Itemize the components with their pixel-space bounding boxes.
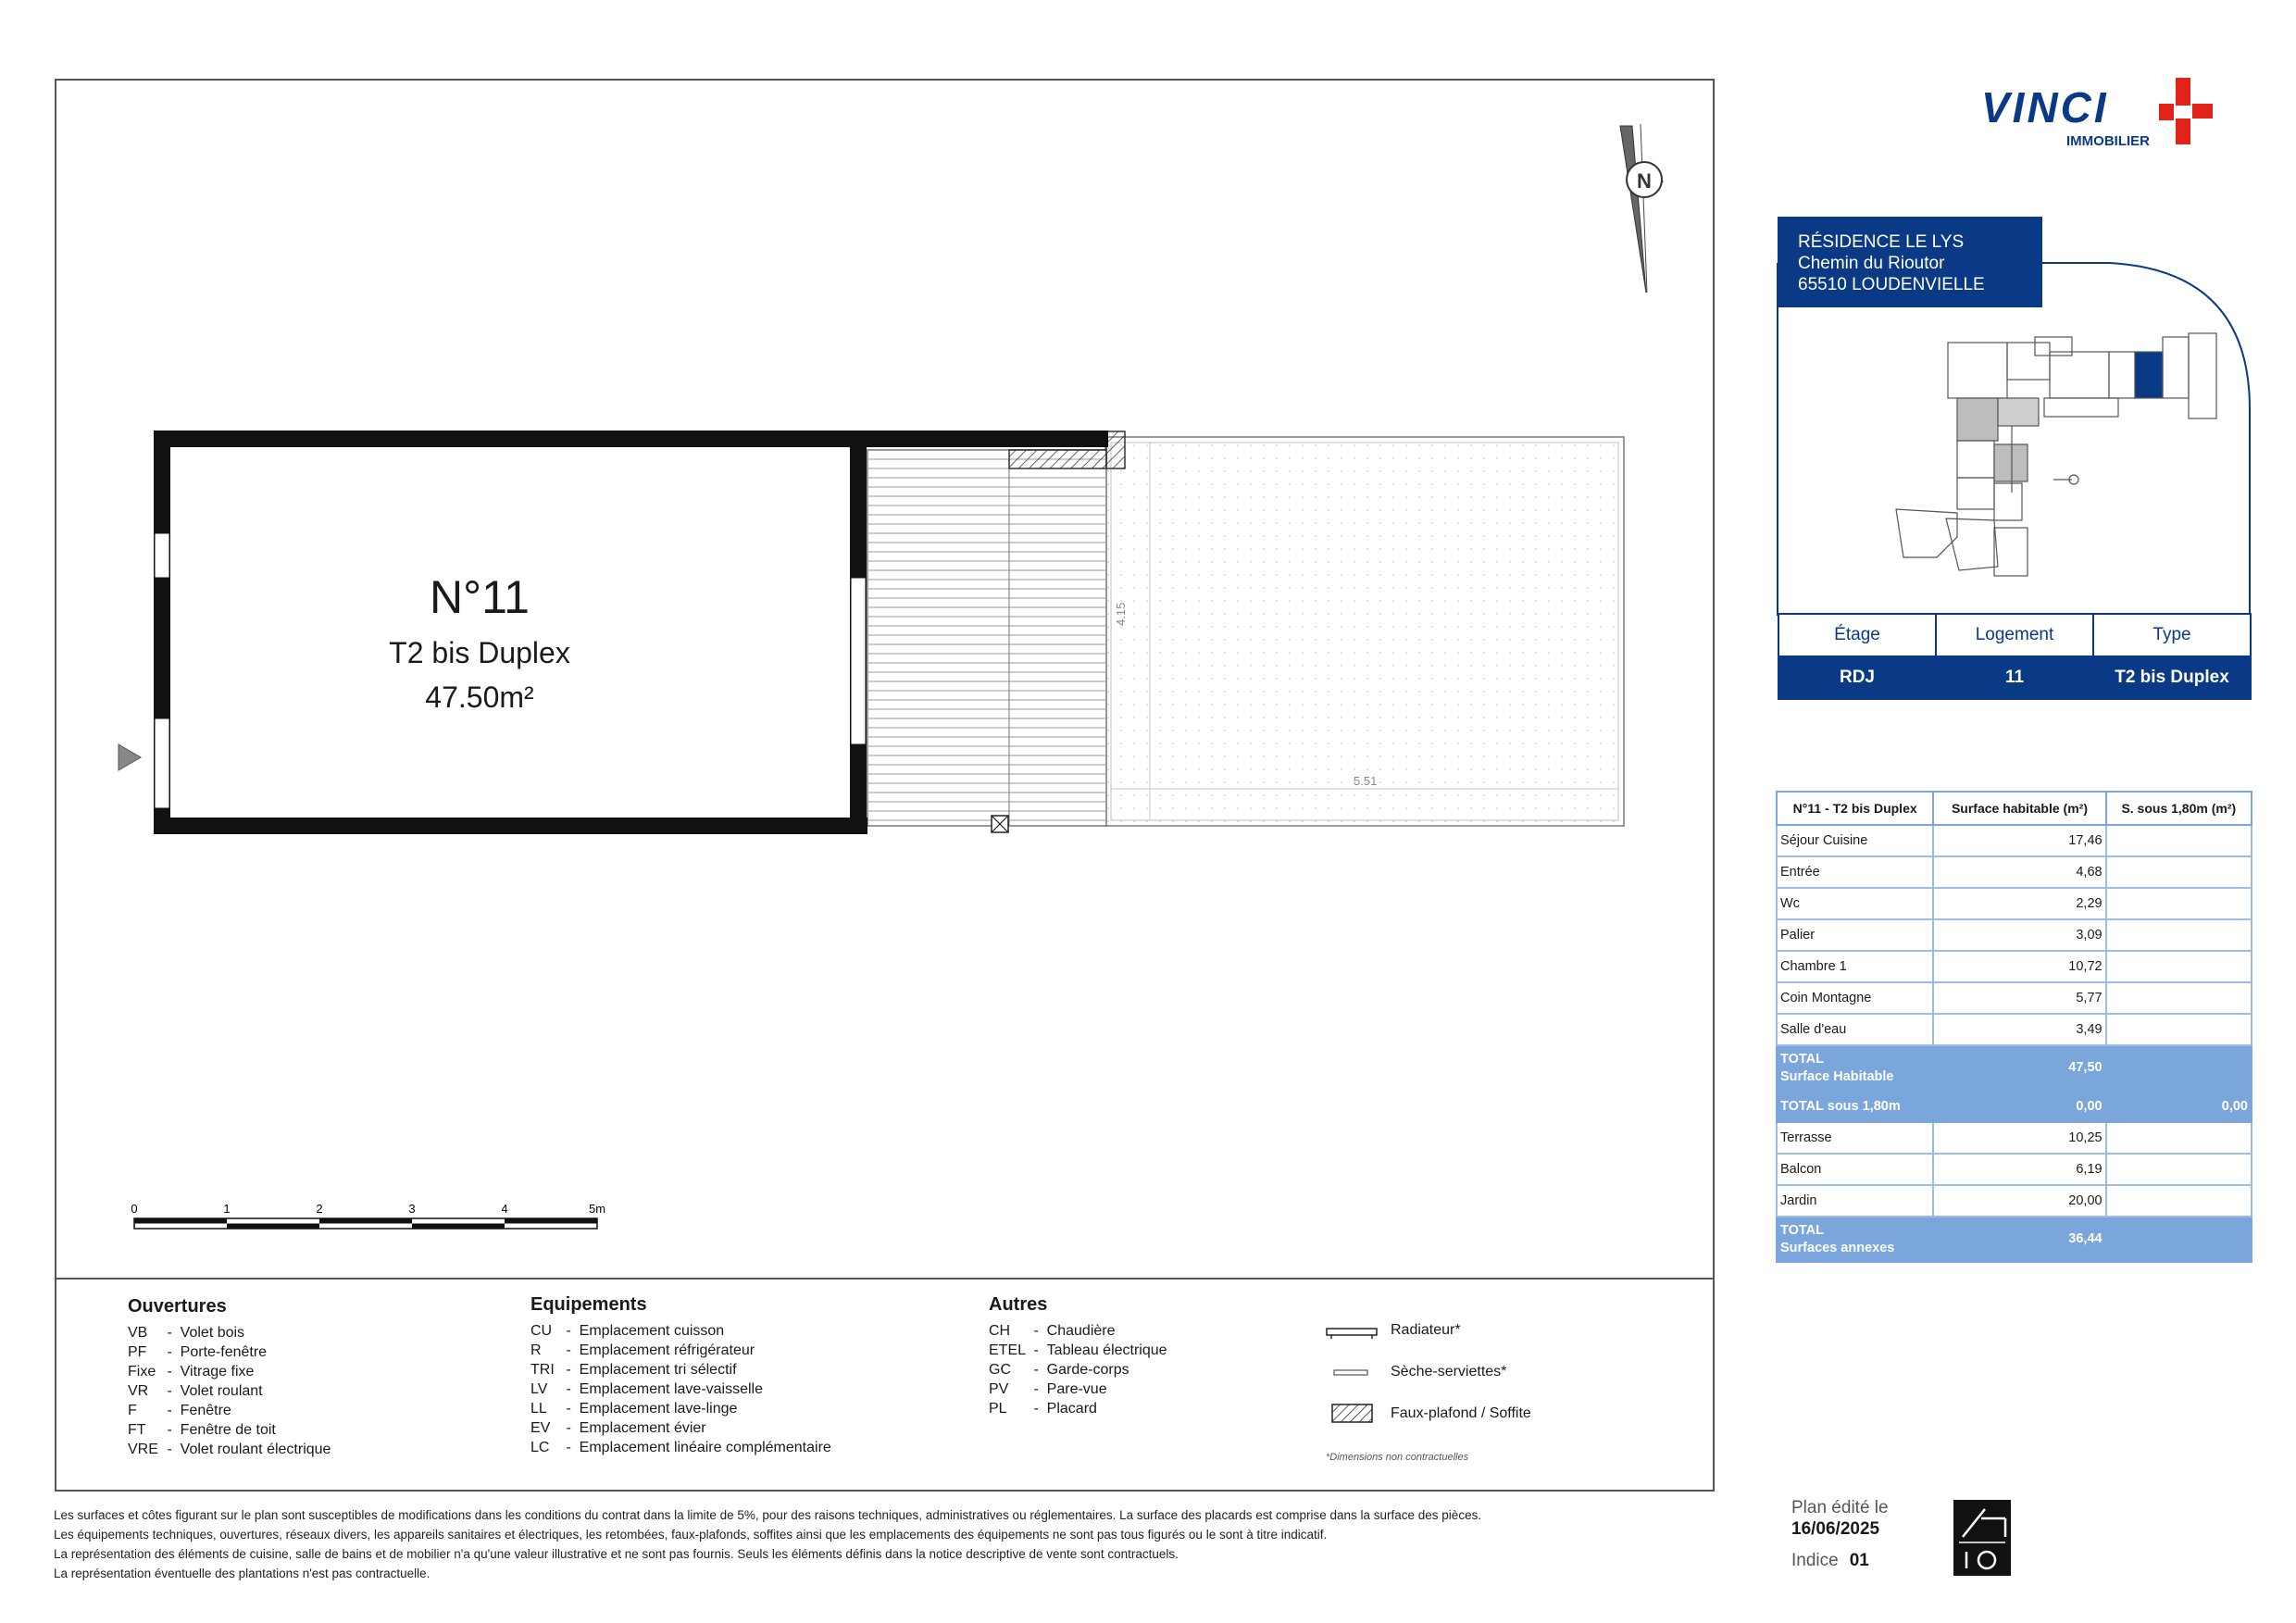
legend-title: Ouvertures bbox=[128, 1296, 227, 1317]
north-arrow-icon bbox=[1620, 124, 1664, 293]
dimensions-note: *Dimensions non contractuelles bbox=[1326, 1452, 1469, 1463]
legend-code: CH bbox=[989, 1323, 1011, 1339]
floor-plan bbox=[56, 80, 1713, 1274]
legend-code: F bbox=[128, 1403, 137, 1418]
legend-label: Placard bbox=[1046, 1401, 1097, 1417]
disclaimer-line: La représentation des éléments de cuisine, salle de bains et de mobilier n'a qu'une valeur illustrative et ne sont pas fournis. Seuls les éléments définis dans la notice descriptive de vente sont contractuels. bbox=[54, 1547, 1179, 1561]
table-row: Séjour Cuisine 17,46 bbox=[1777, 825, 2252, 856]
total-sous-row: TOTAL sous 1,80m 0,00 0,00 bbox=[1777, 1091, 2252, 1122]
legend-label: Volet roulant électrique bbox=[180, 1442, 331, 1457]
legend-label: Emplacement évier bbox=[579, 1420, 706, 1436]
plan-date-label: Plan édité le bbox=[1791, 1498, 1889, 1517]
site-plan-sketch bbox=[1896, 333, 2216, 576]
svg-text:4: 4 bbox=[501, 1202, 508, 1216]
disclaimer-line: La représentation éventuelle des plantations n'est pas contractuelle. bbox=[54, 1567, 430, 1580]
disclaimer bbox=[54, 1505, 1646, 1583]
residence-card bbox=[1778, 217, 2042, 307]
info-value-logement: 11 bbox=[1936, 656, 2093, 699]
entrance-arrow-icon bbox=[119, 744, 141, 770]
plan-date bbox=[1791, 1497, 1889, 1540]
residence-name: RÉSIDENCE LE LYS bbox=[1798, 232, 1965, 252]
svg-text:1: 1 bbox=[223, 1202, 231, 1216]
table-row: Balcon 6,19 bbox=[1777, 1154, 2252, 1185]
scale-bar bbox=[131, 1202, 605, 1229]
legend-code: PV bbox=[989, 1381, 1009, 1397]
legend-code: ETEL bbox=[989, 1342, 1027, 1358]
svg-text:2: 2 bbox=[316, 1202, 323, 1216]
table-row: Coin Montagne 5,77 bbox=[1777, 982, 2252, 1014]
false-ceiling-label: Faux-plafond / Soffite bbox=[1391, 1405, 1531, 1421]
legend-symbols bbox=[1326, 1322, 1659, 1463]
plan-indice bbox=[1791, 1551, 1869, 1571]
legend-divider bbox=[55, 1278, 1715, 1280]
towel-dryer-label: Sèche-serviettes* bbox=[1391, 1364, 1507, 1380]
svg-text:5m: 5m bbox=[588, 1202, 606, 1216]
architect-stamp-icon bbox=[1953, 1500, 2011, 1576]
legend-code: VB bbox=[128, 1325, 148, 1341]
info-header-logement: Logement bbox=[1936, 614, 2093, 656]
legend-label: Emplacement linéaire complémentaire bbox=[579, 1440, 831, 1455]
legend-code: VR bbox=[128, 1383, 149, 1399]
legend-label: Emplacement cuisson bbox=[579, 1323, 725, 1339]
legend-code: GC bbox=[989, 1362, 1011, 1378]
info-value-type: T2 bis Duplex bbox=[2093, 656, 2251, 699]
legend-code: R bbox=[530, 1342, 542, 1358]
surfaces-header-habitable: Surface habitable (m²) bbox=[1933, 792, 2105, 825]
total-habitable-row: TOTAL Surface Habitable 47,50 bbox=[1777, 1045, 2252, 1091]
false-ceiling-icon bbox=[1331, 1404, 1374, 1424]
svg-text:VINCI: VINCI bbox=[1981, 83, 2109, 131]
towel-dryer-icon bbox=[1333, 1367, 1370, 1380]
legend-title: Autres bbox=[989, 1294, 1048, 1315]
dimension-width: 5.51 bbox=[1354, 774, 1378, 788]
surfaces-header-sous: S. sous 1,80m (m²) bbox=[2106, 792, 2252, 825]
legend-label: Fenêtre bbox=[180, 1403, 231, 1418]
vinci-cross-icon bbox=[2159, 78, 2213, 144]
svg-text:N: N bbox=[1637, 169, 1652, 193]
legend-label: Tableau électrique bbox=[1046, 1342, 1167, 1358]
indice-label: Indice bbox=[1791, 1551, 1839, 1570]
legend-label: Emplacement lave-vaisselle bbox=[579, 1381, 763, 1397]
svg-text:0: 0 bbox=[131, 1202, 138, 1216]
svg-text:IMMOBILIER: IMMOBILIER bbox=[2066, 133, 2150, 149]
table-row: Entrée 4,68 bbox=[1777, 856, 2252, 888]
info-value-etage: RDJ bbox=[1778, 656, 1936, 699]
residence-street: Chemin du Rioutor bbox=[1798, 254, 1945, 273]
legend-code: VRE bbox=[128, 1442, 158, 1457]
svg-text:3: 3 bbox=[408, 1202, 416, 1216]
surfaces-table bbox=[1776, 791, 2252, 1263]
table-row: Wc 2,29 bbox=[1777, 888, 2252, 919]
table-row: Terrasse 10,25 bbox=[1777, 1122, 2252, 1154]
legend-label: Garde-corps bbox=[1046, 1362, 1129, 1378]
legend-label: Vitrage fixe bbox=[180, 1364, 255, 1380]
legend-label: Volet roulant bbox=[180, 1383, 263, 1399]
table-row: Salle d'eau 3,49 bbox=[1777, 1014, 2252, 1045]
legend-code: LL bbox=[530, 1401, 547, 1417]
disclaimer-line: Les surfaces et côtes figurant sur le plan sont susceptibles de modifications dans les conditions du contrat dans la limite de 5%, pour des raisons techniques, administratives ou réglementaires. La surface des placards est comprise dans la surface des pièces. bbox=[54, 1508, 1482, 1522]
indice-value: 01 bbox=[1849, 1551, 1869, 1570]
legend-label: Emplacement réfrigérateur bbox=[579, 1342, 755, 1358]
terrace-area bbox=[867, 431, 1125, 832]
info-header-etage: Étage bbox=[1778, 614, 1936, 656]
legend-code: CU bbox=[530, 1323, 553, 1339]
table-row: Jardin 20,00 bbox=[1777, 1185, 2252, 1217]
legend-title: Equipements bbox=[530, 1294, 647, 1315]
legend-code: FT bbox=[128, 1422, 146, 1438]
legend-code: LC bbox=[530, 1440, 550, 1455]
total-annex-row: TOTAL Surfaces annexes 36,44 bbox=[1777, 1217, 2252, 1262]
table-row: Palier 3,09 bbox=[1777, 919, 2252, 951]
legend-label: Emplacement lave-linge bbox=[579, 1401, 738, 1417]
legend-autres: Autres CH - Chaudière ETEL - Tableau électrique GC - Garde-corps PV - Pare-vue PL - Placard bbox=[989, 1294, 1167, 1417]
legend-label: Chaudière bbox=[1046, 1323, 1116, 1339]
garden-area bbox=[1105, 437, 1624, 826]
legend-code: PL bbox=[989, 1401, 1007, 1417]
surfaces-header-room: N°11 - T2 bis Duplex bbox=[1777, 792, 1933, 825]
info-table bbox=[1778, 613, 2252, 700]
table-row: Chambre 1 10,72 bbox=[1777, 951, 2252, 982]
apartment-area: 47.50m² bbox=[425, 680, 534, 714]
legend-label: Porte-fenêtre bbox=[180, 1344, 268, 1360]
legend-code: TRI bbox=[530, 1362, 555, 1378]
radiator-icon bbox=[1326, 1326, 1378, 1341]
plan-date-value: 16/06/2025 bbox=[1791, 1519, 1880, 1539]
residence-city: 65510 LOUDENVIELLE bbox=[1798, 275, 1985, 294]
vinci-immobilier-logo bbox=[1981, 78, 2240, 152]
radiator-label: Radiateur* bbox=[1391, 1322, 1461, 1338]
legend-code: LV bbox=[530, 1381, 548, 1397]
disclaimer-line: Les équipements techniques, ouvertures, réseaux divers, les appareils sanitaires et électriques, les retombées, faux-plafonds, soffites ainsi que les emplacements des équipements ne sont pas tous figurés ou le sont à titre indicatif. bbox=[54, 1528, 1328, 1542]
legend-label: Fenêtre de toit bbox=[180, 1422, 276, 1438]
legend-equipements: Equipements CU - Emplacement cuisson R - Emplacement réfrigérateur TRI - Emplacement tri sélectif LV - Emplacement lave-vaisselle LL - Emplacement lave-linge EV - Emplacement évier LC - Emplacement linéaire complémentaire bbox=[530, 1294, 831, 1455]
legend-code: PF bbox=[128, 1344, 147, 1360]
legend-label: Emplacement tri sélectif bbox=[579, 1362, 737, 1378]
legend-ouvertures: Ouvertures VB - Volet bois PF - Porte-fenêtre Fixe - Vitrage fixe VR - Volet roulant F - Fenêtre FT - Fenêtre de toit VRE - Volet roulant électrique bbox=[128, 1296, 331, 1457]
apartment-type: T2 bis Duplex bbox=[389, 636, 570, 669]
legend-label: Pare-vue bbox=[1046, 1381, 1107, 1397]
info-header-type: Type bbox=[2093, 614, 2251, 656]
legend-code: Fixe bbox=[128, 1364, 156, 1380]
legend-code: EV bbox=[530, 1420, 551, 1436]
apartment-number: N°11 bbox=[429, 571, 530, 623]
legend-label: Volet bois bbox=[180, 1325, 245, 1341]
dimension-height: 4.15 bbox=[1114, 602, 1128, 626]
